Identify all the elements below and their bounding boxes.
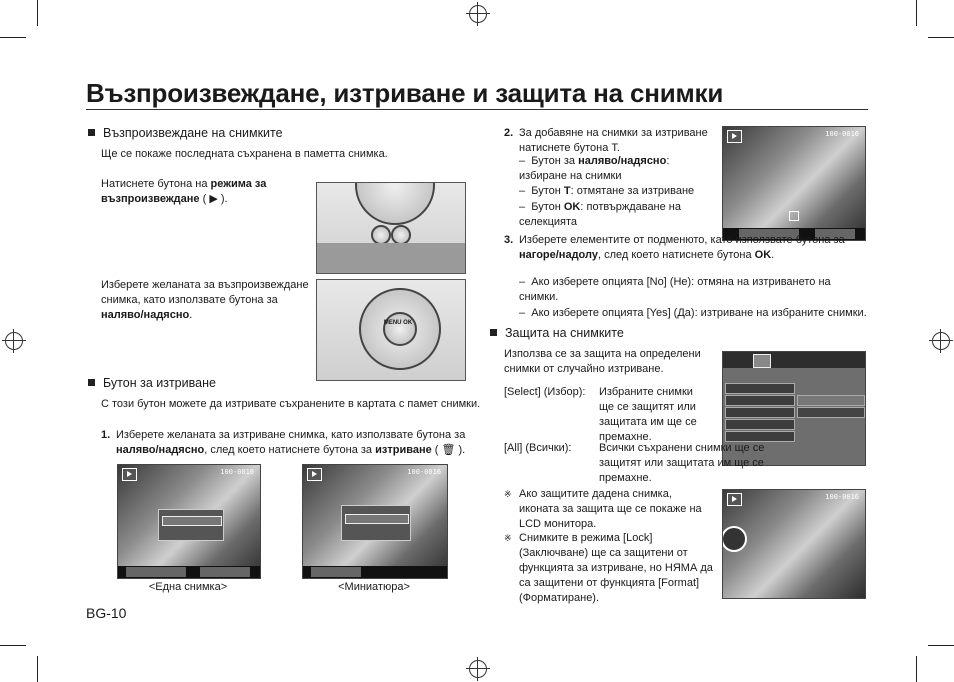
option-all-label: [All] (Всички): (504, 442, 572, 454)
dial-knob (355, 182, 435, 225)
page-number: BG-10 (86, 605, 127, 621)
camera-dpad-image (316, 279, 466, 381)
menu-ok-label: MENU OK (383, 320, 413, 326)
submenu-row-selected (797, 407, 865, 418)
section-title: Бутон за изтриване (103, 376, 216, 390)
play-button-knob (371, 225, 391, 245)
caption-single: <Една снимка> (148, 581, 228, 593)
section-title: Защита на снимките (505, 326, 624, 340)
lcd-bar (118, 566, 260, 578)
play-mode-icon (727, 493, 742, 506)
play-mode-icon (307, 468, 322, 481)
file-number: 100-0016 (825, 130, 859, 138)
menu-row (725, 383, 795, 394)
bullet-t: – Бутон T: отмятане за изтриване (519, 185, 695, 197)
select-instruction: Изберете желаната за възпроизвеждане снимка, като използвате бутона за наляво/надясно. (101, 279, 309, 321)
menu-ok-button (383, 312, 417, 346)
step-1: 1. Изберете желаната за изтриване снимка, като използвате бутона за наляво/надясно, след което натиснете бутона за изтриване ( 🗑 ). (101, 429, 466, 456)
option-select-label: [Select] (Избор): (504, 386, 586, 398)
playback-instruction: Натиснете бутона на режима за възпроизвеждане ( ▶ ). (101, 178, 267, 205)
bullet-square-icon (490, 329, 497, 336)
play-mode-icon (727, 130, 742, 143)
protect-text: Използва се за защита на определени снимки от случайно изтриване. (504, 348, 701, 375)
menu-row (725, 395, 795, 406)
crop-mark (916, 0, 917, 26)
lcd-protected-image (722, 489, 866, 599)
option-select-text: Избраните снимки ще се защитят или защитата им ще се премахне. (599, 386, 697, 443)
lcd-mark-image (722, 126, 866, 241)
submenu-row (797, 395, 865, 406)
section-heading-protect (490, 326, 624, 340)
page-title: Възпроизвеждане, изтриване и защита на снимки (86, 78, 724, 108)
lcd-thumbnail-image (302, 464, 448, 579)
section-title: Възпроизвеждане на снимките (103, 126, 283, 140)
menu-row (725, 407, 795, 418)
crop-mark (0, 645, 26, 646)
menu-tab-active (753, 354, 771, 368)
crop-mark (928, 645, 954, 646)
file-number: 100-0016 (407, 468, 441, 476)
lcd-single-image (117, 464, 261, 579)
bullet-lr: – Бутон за наляво/надясно: избиране на снимки (519, 155, 670, 182)
camera-back-image (316, 182, 466, 274)
delete-dialog (341, 505, 411, 541)
crop-mark (0, 37, 26, 38)
title-rule (86, 109, 868, 110)
camera-body-edge (317, 243, 465, 273)
lock-icon (722, 526, 747, 552)
crop-mark (37, 656, 38, 682)
caption-thumbnail: <Миниатюра> (338, 581, 410, 593)
bullet-yes: – Ако изберете опцията [Yes] (Да): изтриване на избраните снимки. (519, 307, 867, 319)
crop-mark (916, 656, 917, 682)
file-number: 100-0016 (220, 468, 254, 476)
step-3: 3. Изберете елементите от подменюто, като използвате бутона за нагоре/надолу, след което натиснете бутона OK. (504, 234, 845, 261)
delete-dialog (158, 509, 224, 541)
dialog-option (162, 516, 222, 526)
bullet-square-icon (88, 379, 95, 386)
registration-mark-icon (5, 332, 23, 350)
dialog-option (345, 514, 409, 524)
file-number: 100-0016 (825, 493, 859, 501)
bullet-square-icon (88, 129, 95, 136)
section-heading-delete (88, 376, 216, 390)
crop-mark (928, 37, 954, 38)
registration-mark-icon (469, 660, 487, 678)
option-all-text: Всички съхранени снимки ще се защитят или защитата им ще се премахне. (599, 442, 765, 484)
section-heading-playback (88, 126, 283, 140)
playback-text: Ще се покаже последната съхранена в паметта снимка. (101, 148, 388, 160)
delete-text: С този бутон можете да изтривате съхранените в картата с памет снимки. (101, 398, 481, 410)
step-2: 2. За добавяне на снимки за изтриване натиснете бутона T. (504, 127, 708, 154)
lcd-bar (303, 566, 447, 578)
menu-row (725, 419, 795, 430)
bullet-ok: – Бутон OK: потвърждаване на селекцията (519, 201, 682, 228)
registration-mark-icon (932, 332, 950, 350)
checkmark-icon (789, 211, 799, 221)
play-mode-icon (122, 468, 137, 481)
e-button-knob (391, 225, 411, 245)
bullet-no: – Ако изберете опцията [No] (Не): отмяна на изтриването на снимки. (519, 276, 831, 303)
menu-tab-bar (723, 352, 865, 368)
crop-mark (37, 0, 38, 26)
registration-mark-icon (469, 5, 487, 23)
